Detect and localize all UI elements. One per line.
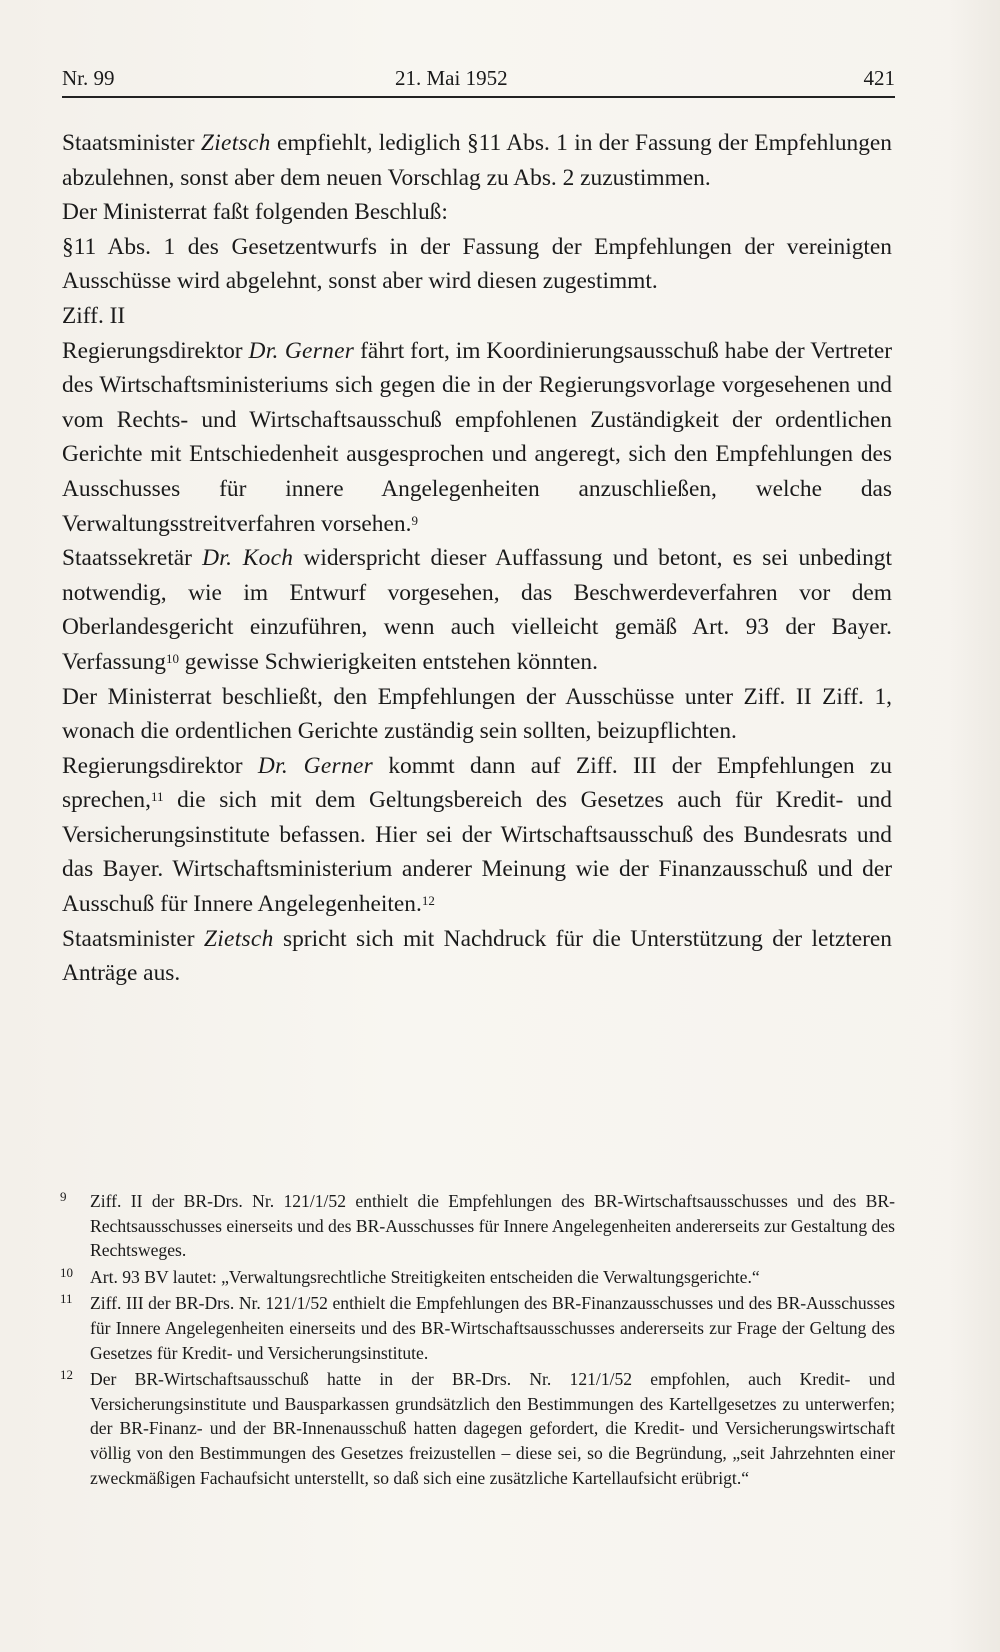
footnote-text: Der BR-Wirtschaftsausschuß hatte in der BR-Drs. Nr. 121/1/52 empfohlen, auch Kredit- und Versicherungsinstitute und Bausparkassen grundsätzlich den Bestimmungen des Kartellgesetzes zu unterwerfen; der BR-Finanz- und der BR-Innenausschuß hatten dagegen gefordert, die Kredit- und Versicherungswirtschaft völlig von den Bestimmungen des Gesetzes freizustellen – diese sei, so die Begründung, „seit Jahrzehnten einer zweckmäßigen Fachaufsicht unterstellt, so daß sich eine zusätzliche Kartellaufsicht erübrigt.“ [90,1369,895,1488]
text-run: Regierungsdirektor [62,752,258,779]
footnote [60,1189,895,1263]
footnote [60,1367,895,1490]
text-run: kommt dann auf Ziff. III der Empfehlungen zu sprechen, [62,752,892,814]
footnote-number: 12 [60,1367,73,1383]
footnote-number: 9 [60,1189,67,1204]
footnote-ref: 12 [421,893,435,909]
paragraph [62,541,892,679]
footnote-ref: 11 [150,789,164,805]
text-run: Staatsminister [62,130,201,156]
footnote-text: Ziff. II der BR-Drs. Nr. 121/1/52 enthielt die Empfehlungen des BR-Wirtschaftsausschusses und des BR-Rechtsausschusses einerseits und des BR-Ausschusses für Innere Angelegenheiten andererseits zur Gestaltung des Rechtsweges. [90,1191,895,1261]
speaker-name: Dr. Gerner [257,752,374,779]
text-run: fährt fort, im Koordinierungsausschuß habe der Vertreter des Wirtschaftsministeriums sich gegen die in der Regierungsvorlage vorgesehenen und vom Rechts- und Wirtschaftsausschuß empfohlenen Zuständigkeit der ordentlichen Gerichte mit Entschiedenheit ausgesprochen und angeregt, sich den Empfehlungen des Ausschusses für innere Angelegenheiten anzuschließen, welche das Verwaltungsstreitverfahren vorsehen. [62,337,892,537]
footnote-number: 10 [60,1264,73,1280]
speaker-name: Zietsch [200,130,271,156]
paragraph [62,126,892,195]
paragraph: Der Ministerrat beschließt, den Empfehlungen der Ausschüsse unter Ziff. II Ziff. 1, wonach die ordentlichen Gerichte zuständig sein sollten, beizupflichten. [62,683,892,745]
page-edge-shadow [948,0,1000,1652]
footnotes [60,1189,895,1492]
text-run: widerspricht dieser Auffassung und betont, es sei unbedingt notwendig, wie im Entwurf vorgesehen, das Beschwerdeverfahren vor dem Oberlandesgericht einzuführen, wenn auch vielleicht gemäß Art. 93 der Bayer. Verfassung [62,545,892,675]
text-run: Regierungsdirektor [62,337,249,364]
paragraph [62,922,892,991]
text-run: gewisse Schwierigkeiten entstehen könnten. [178,648,598,675]
page-header [62,62,895,98]
main-text [62,126,892,991]
paragraph [62,334,892,542]
section-heading: Ziff. II [62,302,126,329]
text-run: spricht sich mit Nachdruck für die Unterstützung der letzteren Anträge aus. [62,925,892,987]
text-run: die sich mit dem Geltungsbereich des Gesetzes auch für Kredit- und Versicherungsinstitute befassen. Hier sei der Wirtschaftsausschuß des Bundesrats und das Bayer. Wirtschaftsministerium anderer Meinung wie der Finanzausschuß und der Ausschuß für Innere Angelegenheiten. [62,787,892,918]
speaker-name: Dr. Gerner [248,337,355,364]
speaker-name: Dr. Koch [202,545,294,572]
footnote-text: Ziff. III der BR-Drs. Nr. 121/1/52 enthielt die Empfehlungen des BR-Finanzausschusses und des BR-Ausschusses für Innere Angelegenheiten einerseits und des BR-Wirtschaftsausschusses andererseits zur Frage der Geltung des Gesetzes für Kredit- und Versicherungsinstitute. [90,1293,895,1363]
page-number: 421 [863,66,895,90]
speaker-name: Zietsch [203,925,274,952]
issue-number: Nr. 99 [62,66,115,90]
header-date: 21. Mai 1952 [395,66,508,90]
text-run: empfiehlt, lediglich §11 Abs. 1 in der Fassung der Empfehlungen abzulehnen, sonst aber dem neuen Vorschlag zu Abs. 2 zuzustimmen. [62,130,892,191]
footnote-number: 11 [60,1291,73,1307]
footnote-ref: 9 [411,512,418,528]
footnote [60,1265,895,1290]
paragraph [62,749,892,922]
footnote [60,1291,895,1365]
paragraph: Der Ministerrat faßt folgenden Beschluß: [62,199,448,226]
text-run: Staatssekretär [62,545,203,572]
text-run: Staatsminister [62,925,204,952]
footnote-ref: 10 [165,650,179,666]
resolution-paragraph: §11 Abs. 1 des Gesetzentwurfs in der Fassung der Empfehlungen der vereinigten Ausschüsse wird abgelehnt, sonst aber wird diesen zugestimmt. [62,233,892,295]
footnote-text: Art. 93 BV lautet: „Verwaltungsrechtliche Streitigkeiten entscheiden die Verwaltungsgerichte.“ [90,1266,760,1287]
